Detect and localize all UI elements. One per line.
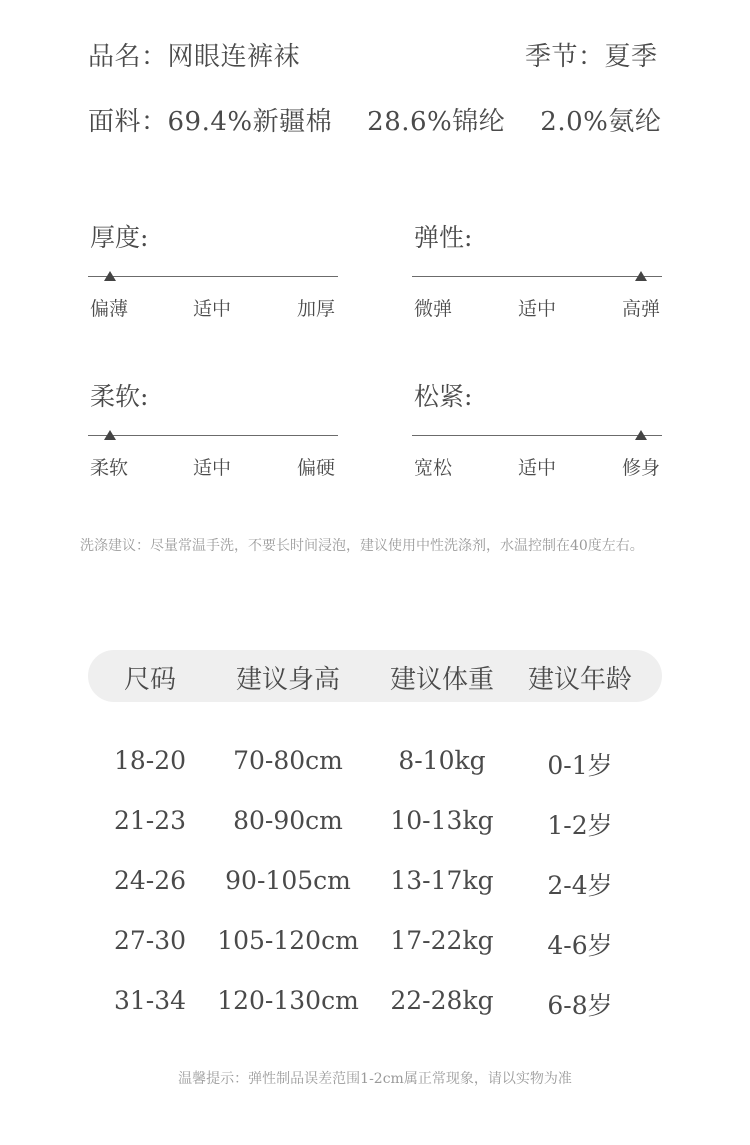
cell-weight: 13-17kg [390,866,494,895]
cell-weight: 17-22kg [390,926,494,955]
attribute-title: 松紧: [414,382,473,411]
cell-size: 31-34 [113,986,187,1015]
product-name: 品名：网眼连裤袜 [88,42,301,72]
cell-weight: 10-13kg [390,806,494,835]
scale-label-high: 高弹 [622,298,661,320]
table-header-age: 建议年龄 [527,665,632,695]
cell-height: 105-120cm [217,926,359,955]
scale-label-high: 加厚 [297,298,336,320]
scale-line [88,435,338,436]
scale-label-low: 微弹 [414,298,453,320]
cell-size: 21-23 [113,806,187,835]
attribute-title: 弹性: [414,223,473,252]
cell-age: 4-6岁 [547,931,613,960]
cell-height: 90-105cm [225,866,351,895]
cell-weight: 22-28kg [390,986,494,1015]
cell-size: 24-26 [113,866,187,895]
scale-line [88,276,338,277]
cell-height: 70-80cm [233,746,343,775]
scale-marker-icon [635,271,647,281]
scale-label-high: 修身 [622,457,661,479]
table-header-height: 建议身高 [235,665,340,695]
cell-size: 18-20 [113,746,187,775]
scale-line [412,276,662,277]
table-header-size: 尺码 [123,665,176,695]
scale-label-mid: 适中 [193,457,232,479]
scale-marker-icon [635,430,647,440]
scale-label-low: 柔软 [90,457,129,479]
wash-note: 洗涤建议：尽量常温手洗，不要长时间浸泡，建议使用中性洗涤剂，水温控制在40度左右。 [80,538,644,554]
cell-height: 80-90cm [233,806,343,835]
scale-label-low: 偏薄 [90,298,129,320]
scale-label-mid: 适中 [518,457,557,479]
scale-marker-icon [104,271,116,281]
attribute-title: 柔软: [90,382,149,411]
product-fabric: 面料：69.4%新疆棉 28.6%锦纶 2.0%氨纶 [88,107,662,137]
scale-label-low: 宽松 [414,457,453,479]
cell-size: 27-30 [113,926,187,955]
cell-age: 0-1岁 [547,751,613,780]
table-header-weight: 建议体重 [389,665,494,695]
scale-label-mid: 适中 [518,298,557,320]
cell-height: 120-130cm [217,986,359,1015]
cell-weight: 8-10kg [398,746,486,775]
size-tip: 温馨提示：弹性制品误差范围1-2cm属正常现象，请以实物为准 [178,1071,572,1087]
cell-age: 6-8岁 [547,991,613,1020]
product-season: 季节：夏季 [525,42,658,72]
scale-marker-icon [104,430,116,440]
scale-label-high: 偏硬 [297,457,336,479]
cell-age: 1-2岁 [547,811,613,840]
cell-age: 2-4岁 [547,871,613,900]
scale-line [412,435,662,436]
scale-label-mid: 适中 [193,298,232,320]
attribute-title: 厚度: [90,223,149,252]
